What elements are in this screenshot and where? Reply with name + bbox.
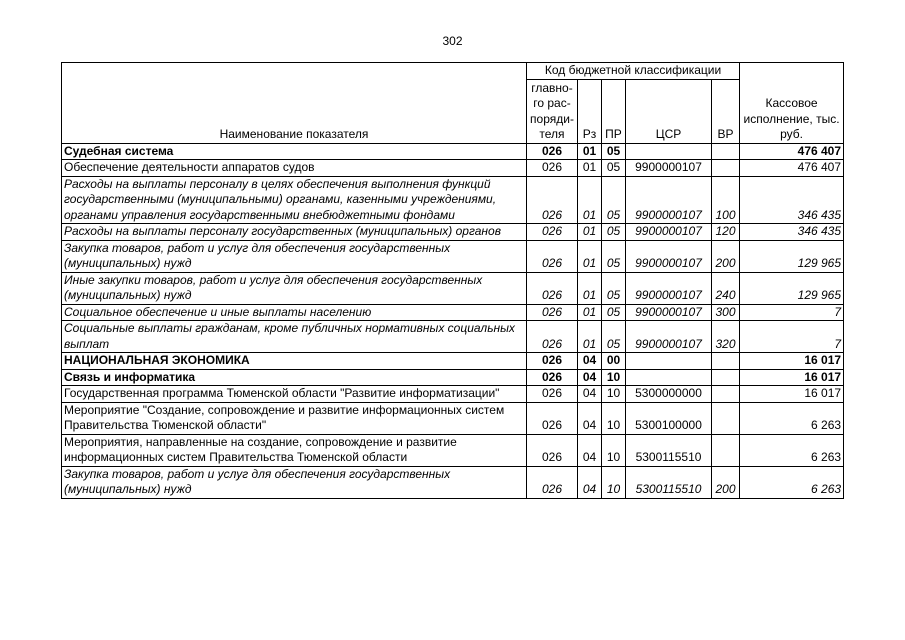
table-row	[62, 466, 844, 498]
cell-glava: 026	[527, 434, 578, 466]
cell-csr: 9900000107	[626, 176, 712, 224]
cell-rz: 04	[578, 386, 602, 403]
table-row	[62, 321, 844, 353]
cell-glava: 026	[527, 466, 578, 498]
cell-csr: 9900000107	[626, 272, 712, 304]
cell-vr: 240	[712, 272, 740, 304]
cell-csr: 9900000107	[626, 224, 712, 241]
cell-glava: 026	[527, 143, 578, 160]
cell-amount: 129 965	[740, 240, 844, 272]
header-code-group: Код бюджетной классификации	[527, 63, 740, 80]
cell-pr: 00	[602, 353, 626, 370]
cell-vr	[712, 143, 740, 160]
cell-amount: 16 017	[740, 386, 844, 403]
cell-rz: 04	[578, 369, 602, 386]
cell-vr	[712, 353, 740, 370]
cell-csr: 9900000107	[626, 240, 712, 272]
cell-pr: 05	[602, 272, 626, 304]
table-row	[62, 369, 844, 386]
cell-glava: 026	[527, 321, 578, 353]
cell-glava: 026	[527, 272, 578, 304]
cell-glava: 026	[527, 240, 578, 272]
cell-name: Мероприятие "Создание, сопровождение и развитие информационных систем Правительства Тюменской области"	[62, 402, 527, 434]
table-body	[62, 143, 844, 498]
cell-name: НАЦИОНАЛЬНАЯ ЭКОНОМИКА	[62, 353, 527, 370]
cell-amount: 16 017	[740, 353, 844, 370]
cell-rz: 01	[578, 304, 602, 321]
page-number: 302	[442, 34, 463, 48]
cell-glava: 026	[527, 176, 578, 224]
cell-name: Закупка товаров, работ и услуг для обеспечения государственных (муниципальных) нужд	[62, 240, 527, 272]
cell-name: Социальные выплаты гражданам, кроме публичных нормативных социальных выплат	[62, 321, 527, 353]
header-vr: ВР	[712, 79, 740, 143]
cell-name: Расходы на выплаты персоналу в целях обеспечения выполнения функций государственными (муниципальными) органами, казенными учреждениями, органами управления государственными внебюджетными фондами	[62, 176, 527, 224]
cell-name: Иные закупки товаров, работ и услуг для обеспечения государственных (муниципальных) нужд	[62, 272, 527, 304]
cell-pr: 05	[602, 240, 626, 272]
table-row	[62, 240, 844, 272]
cell-vr: 120	[712, 224, 740, 241]
cell-csr: 5300115510	[626, 434, 712, 466]
cell-pr: 10	[602, 402, 626, 434]
cell-csr	[626, 143, 712, 160]
cell-amount: 7	[740, 321, 844, 353]
table-row	[62, 160, 844, 177]
cell-glava: 026	[527, 402, 578, 434]
table-row	[62, 176, 844, 224]
cell-name: Социальное обеспечение и иные выплаты населению	[62, 304, 527, 321]
cell-pr: 05	[602, 143, 626, 160]
budget-table	[61, 62, 844, 499]
table-row	[62, 434, 844, 466]
header-amount: Кассовое исполнение, тыс. руб.	[740, 63, 844, 144]
cell-vr	[712, 386, 740, 403]
cell-amount: 476 407	[740, 143, 844, 160]
cell-pr: 10	[602, 466, 626, 498]
header-row-top	[62, 63, 844, 80]
cell-vr	[712, 434, 740, 466]
cell-pr: 05	[602, 321, 626, 353]
cell-vr	[712, 160, 740, 177]
table-row	[62, 402, 844, 434]
cell-amount: 6 263	[740, 402, 844, 434]
cell-rz: 01	[578, 176, 602, 224]
cell-amount: 7	[740, 304, 844, 321]
cell-pr: 05	[602, 176, 626, 224]
cell-amount: 346 435	[740, 176, 844, 224]
cell-rz: 01	[578, 272, 602, 304]
cell-csr: 9900000107	[626, 160, 712, 177]
header-name: Наименование показателя	[62, 63, 527, 144]
cell-amount: 16 017	[740, 369, 844, 386]
cell-pr: 05	[602, 304, 626, 321]
cell-pr: 10	[602, 386, 626, 403]
cell-rz: 01	[578, 321, 602, 353]
cell-glava: 026	[527, 353, 578, 370]
cell-name: Судебная система	[62, 143, 527, 160]
table-row	[62, 353, 844, 370]
cell-glava: 026	[527, 224, 578, 241]
cell-amount: 129 965	[740, 272, 844, 304]
table-row	[62, 143, 844, 160]
cell-glava: 026	[527, 304, 578, 321]
cell-rz: 01	[578, 160, 602, 177]
header-rz: Рз	[578, 79, 602, 143]
cell-amount: 476 407	[740, 160, 844, 177]
cell-amount: 6 263	[740, 466, 844, 498]
cell-rz: 01	[578, 224, 602, 241]
cell-vr	[712, 402, 740, 434]
cell-vr: 100	[712, 176, 740, 224]
cell-vr	[712, 369, 740, 386]
table-row	[62, 386, 844, 403]
cell-glava: 026	[527, 386, 578, 403]
cell-csr	[626, 353, 712, 370]
cell-csr: 5300115510	[626, 466, 712, 498]
cell-csr: 9900000107	[626, 304, 712, 321]
cell-vr: 200	[712, 466, 740, 498]
cell-rz: 01	[578, 143, 602, 160]
cell-name: Мероприятия, направленные на создание, сопровождение и развитие информационных систем Правительства Тюменской области	[62, 434, 527, 466]
cell-pr: 10	[602, 434, 626, 466]
cell-name: Государственная программа Тюменской области "Развитие информатизации"	[62, 386, 527, 403]
header-pr: ПР	[602, 79, 626, 143]
cell-rz: 04	[578, 353, 602, 370]
cell-csr: 5300100000	[626, 402, 712, 434]
cell-name: Обеспечение деятельности аппаратов судов	[62, 160, 527, 177]
cell-vr: 200	[712, 240, 740, 272]
cell-glava: 026	[527, 369, 578, 386]
cell-rz: 04	[578, 466, 602, 498]
cell-rz: 01	[578, 240, 602, 272]
cell-amount: 346 435	[740, 224, 844, 241]
cell-name: Закупка товаров, работ и услуг для обеспечения государственных (муниципальных) нужд	[62, 466, 527, 498]
cell-vr: 320	[712, 321, 740, 353]
cell-rz: 04	[578, 402, 602, 434]
cell-csr: 5300000000	[626, 386, 712, 403]
cell-rz: 04	[578, 434, 602, 466]
cell-glava: 026	[527, 160, 578, 177]
table-row	[62, 272, 844, 304]
cell-pr: 05	[602, 160, 626, 177]
cell-csr	[626, 369, 712, 386]
cell-pr: 10	[602, 369, 626, 386]
table-row	[62, 304, 844, 321]
cell-csr: 9900000107	[626, 321, 712, 353]
cell-vr: 300	[712, 304, 740, 321]
cell-name: Связь и информатика	[62, 369, 527, 386]
header-glava: главно-го рас-поряди-теля	[527, 79, 578, 143]
cell-pr: 05	[602, 224, 626, 241]
cell-amount: 6 263	[740, 434, 844, 466]
header-csr: ЦСР	[626, 79, 712, 143]
cell-name: Расходы на выплаты персоналу государственных (муниципальных) органов	[62, 224, 527, 241]
table-row	[62, 224, 844, 241]
